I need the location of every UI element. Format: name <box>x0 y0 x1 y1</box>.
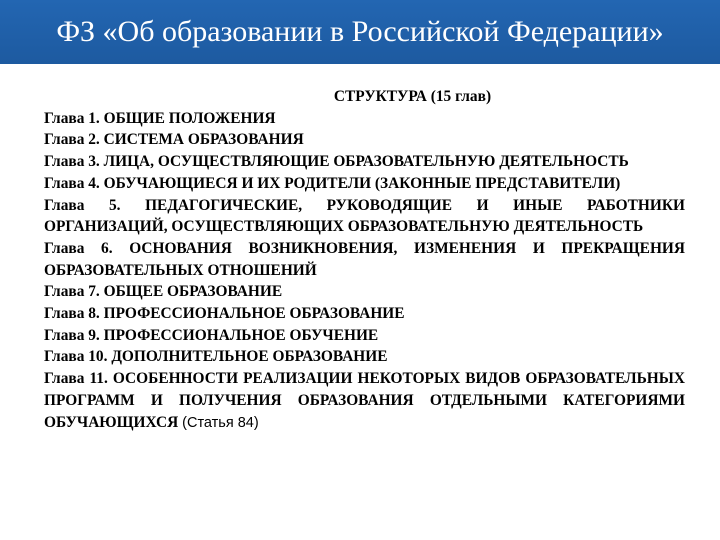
chapter-item-last <box>44 368 685 434</box>
chapter-item: Глава 7. ОБЩЕЕ ОБРАЗОВАНИЕ <box>44 283 283 301</box>
chapter-item: Глава 1. ОБЩИЕ ПОЛОЖЕНИЯ <box>44 109 276 127</box>
title-bar <box>0 0 720 64</box>
chapter-item: Глава 3. ЛИЦА, ОСУЩЕСТВЛЯЮЩИЕ ОБРАЗОВАТЕЛЬНУЮ ДЕЯТЕЛЬНОСТЬ <box>44 153 629 171</box>
chapter-item: Глава 4. ОБУЧАЮЩИЕСЯ И ИХ РОДИТЕЛИ (ЗАКОННЫЕ ПРЕДСТАВИТЕЛИ) <box>44 174 621 192</box>
chapter-item: Глава 8. ПРОФЕССИОНАЛЬНОЕ ОБРАЗОВАНИЕ <box>44 305 405 323</box>
chapter-item: Глава 9. ПРОФЕССИОНАЛЬНОЕ ОБУЧЕНИЕ <box>44 326 379 344</box>
content-area <box>44 86 685 434</box>
structure-heading: СТРУКТУРА (15 глав) <box>333 88 492 105</box>
chapter-item: Глава 2. СИСТЕМА ОБРАЗОВАНИЯ <box>44 131 304 149</box>
chapter-item: Глава 10. ДОПОЛНИТЕЛЬНОЕ ОБРАЗОВАНИЕ <box>44 348 388 366</box>
article-reference: (Статья 84) <box>182 414 259 431</box>
slide-title: ФЗ «Об образовании в Российской Федерации» <box>56 15 664 48</box>
chapter-item: Глава 5. ПЕДАГОГИЧЕСКИЕ, РУКОВОДЯЩИЕ И ИНЫЕ РАБОТНИКИ ОРГАНИЗАЦИЙ, ОСУЩЕСТВЛЯЮЩИХ ОБРАЗОВАТЕЛЬНУЮ ДЕЯТЕЛЬНОСТЬ <box>44 196 685 236</box>
chapter-11-text: Глава 11. ОСОБЕННОСТИ РЕАЛИЗАЦИИ НЕКОТОРЫХ ВИДОВ ОБРАЗОВАТЕЛЬНЫХ ПРОГРАММ И ПОЛУЧЕНИЯ ОБРАЗОВАНИЯ ОТДЕЛЬНЫМИ КАТЕГОРИЯМИ ОБУЧАЮЩИХСЯ <box>44 370 685 431</box>
chapter-item: Глава 6. ОСНОВАНИЯ ВОЗНИКНОВЕНИЯ, ИЗМЕНЕНИЯ И ПРЕКРАЩЕНИЯ ОБРАЗОВАТЕЛЬНЫХ ОТНОШЕНИЙ <box>44 239 685 279</box>
